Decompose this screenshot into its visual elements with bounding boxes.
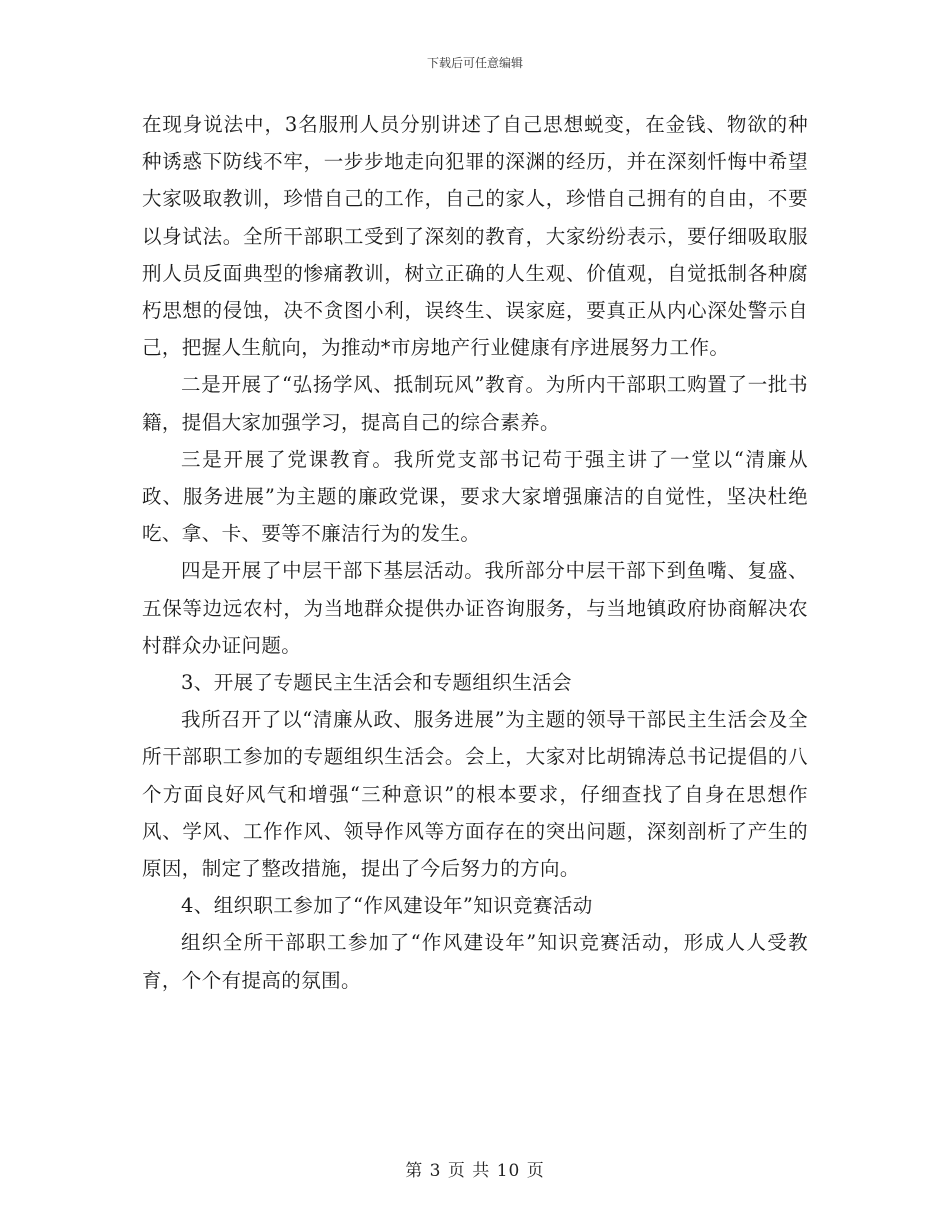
paragraph-5: 我所召开了以“清廉从政、服务进展”为主题的领导干部民主生活会及全所干部职工参加的专题组织生活会。会上，大家对比胡锦涛总书记提倡的八个方面良好风气和增强“三种意识”的根本要求，仔细查找了自身在思想作风、学风、工作作风、领导作风等方面存在的突出问题，深刻剖析了产生的原因，制定了整改措施，提出了今后努力的方向。 [142,708,808,881]
section-heading-4: 4、组织职工参加了“作风建设年”知识竞赛活动 [181,894,593,918]
paragraph-3: 三是开展了党课教育。我所党支部书记苟于强主讲了一堂以“清廉从政、服务进展”为主题的廉政党课，要求大家增强廉洁的自觉性，坚决杜绝吃、拿、卡、要等不廉洁行为的发生。 [142,447,808,546]
page-footer: 第 3 页 共 10 页 [405,1161,545,1181]
section-heading-3: 3、开展了专题民主生活会和专题组织生活会 [181,671,572,695]
document-body [142,106,808,999]
paragraph-4: 四是开展了中层干部下基层活动。我所部分中层干部下到鱼嘴、复盛、五保等边远农村，为当地群众提供办证咨询服务，与当地镇政府协商解决农村群众办证问题。 [142,559,808,657]
paragraph-2: 二是开展了“弘扬学风、抵制玩风”教育。为所内干部职工购置了一批书籍，提倡大家加强学习，提高自己的综合素养。 [142,373,808,434]
paragraph-6: 组织全所干部职工参加了“作风建设年”知识竞赛活动，形成人人受教育，个个有提高的氛围。 [142,931,808,992]
paragraph-1: 在现身说法中，3名服刑人员分别讲述了自己思想蜕变，在金钱、物欲的种种诱惑下防线不牢，一步步地走向犯罪的深渊的经历，并在深刻忏悔中希望大家吸取教训，珍惜自己的工作，自己的家人，珍惜自己拥有的自由，不要以身试法。全所干部职工受到了深刻的教育，大家纷纷表示，要仔细吸取服刑人员反面典型的惨痛教训，树立正确的人生观、价值观，自觉抵制各种腐朽思想的侵蚀，决不贪图小利，误终生、误家庭，要真正从内心深处警示自己，把握人生航向，为推动*市房地产行业健康有序进展努力工作。 [142,113,808,360]
page-header: 下载后可任意编辑 [426,56,523,70]
